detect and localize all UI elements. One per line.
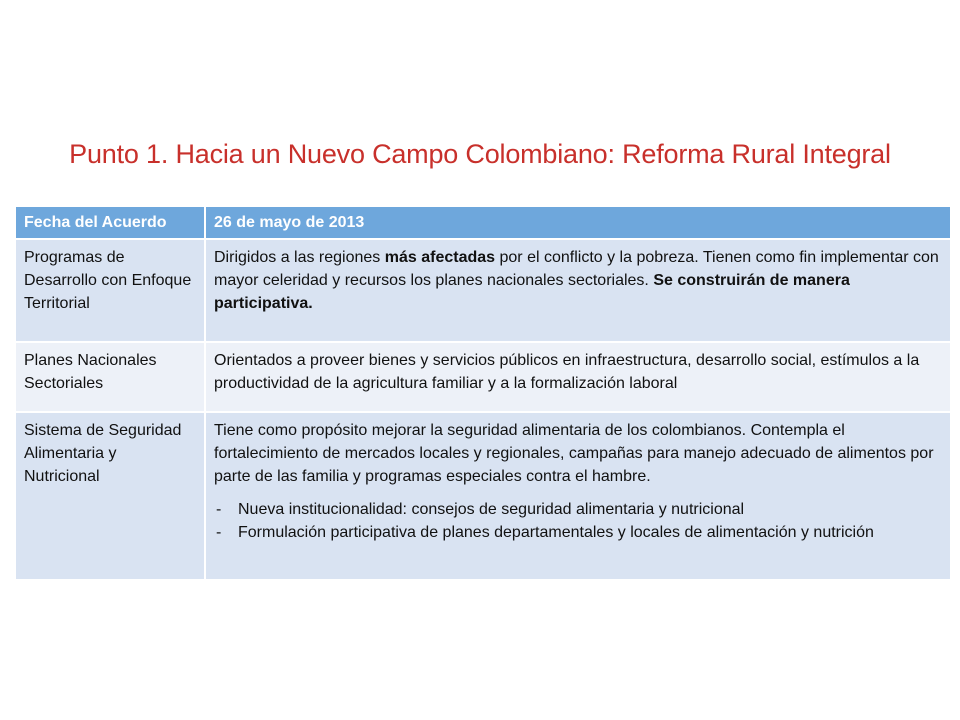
- table-row: [15, 342, 951, 412]
- planes-paragraph: Orientados a proveer bienes y servicios públicos en infraestructura, desarrollo social, estímulos a la productividad de la agricultura familiar y a la formalización laboral: [214, 352, 920, 392]
- slide-title: Punto 1. Hacia un Nuevo Campo Colombiano: Reforma Rural Integral: [69, 139, 891, 169]
- programas-bold-1: más afectadas: [384, 249, 496, 266]
- row-content-programas: [205, 239, 951, 342]
- bullet-dash: -: [216, 524, 222, 541]
- list-item: [214, 521, 942, 544]
- table-row: [15, 412, 951, 580]
- row-content-planes: [205, 342, 951, 412]
- programas-text-1: Dirigidos a las regiones: [214, 249, 385, 266]
- row-label-planes: Planes Nacionales Sectoriales: [15, 342, 205, 412]
- programas-paragraph: [214, 246, 942, 315]
- row-label-programas: Programas de Desarrollo con Enfoque Territorial: [15, 239, 205, 342]
- row-label-sistema: Sistema de Seguridad Alimentaria y Nutricional: [15, 412, 205, 580]
- agreement-table: [14, 205, 952, 581]
- table-header-row: [15, 206, 951, 239]
- programas-bold-2: Se construirán de manera participativa.: [214, 272, 850, 312]
- bullet-dash: -: [216, 501, 222, 518]
- sistema-paragraph: Tiene como propósito mejorar la seguridad alimentaria de los colombianos. Contempla el fortalecimiento de mercados locales y regionales, campañas para manejo adecuado de alimentos por parte de las familia y programas especiales contra el hambre.: [214, 422, 934, 485]
- table-row: [15, 239, 951, 342]
- header-value-cell: 26 de mayo de 2013: [205, 206, 951, 239]
- programas-text-2: por el conflicto y la pobreza. Tienen como fin implementar con mayor celeridad y recursos los planes nacionales sectoriales.: [214, 249, 939, 289]
- sistema-bullet-list: [214, 498, 942, 544]
- row-content-sistema: [205, 412, 951, 580]
- bullet-text: Nueva institucionalidad: consejos de seguridad alimentaria y nutricional: [238, 501, 745, 518]
- bullet-text: Formulación participativa de planes departamentales y locales de alimentación y nutrición: [238, 524, 874, 541]
- list-item: [214, 498, 942, 521]
- header-label-cell: Fecha del Acuerdo: [15, 206, 205, 239]
